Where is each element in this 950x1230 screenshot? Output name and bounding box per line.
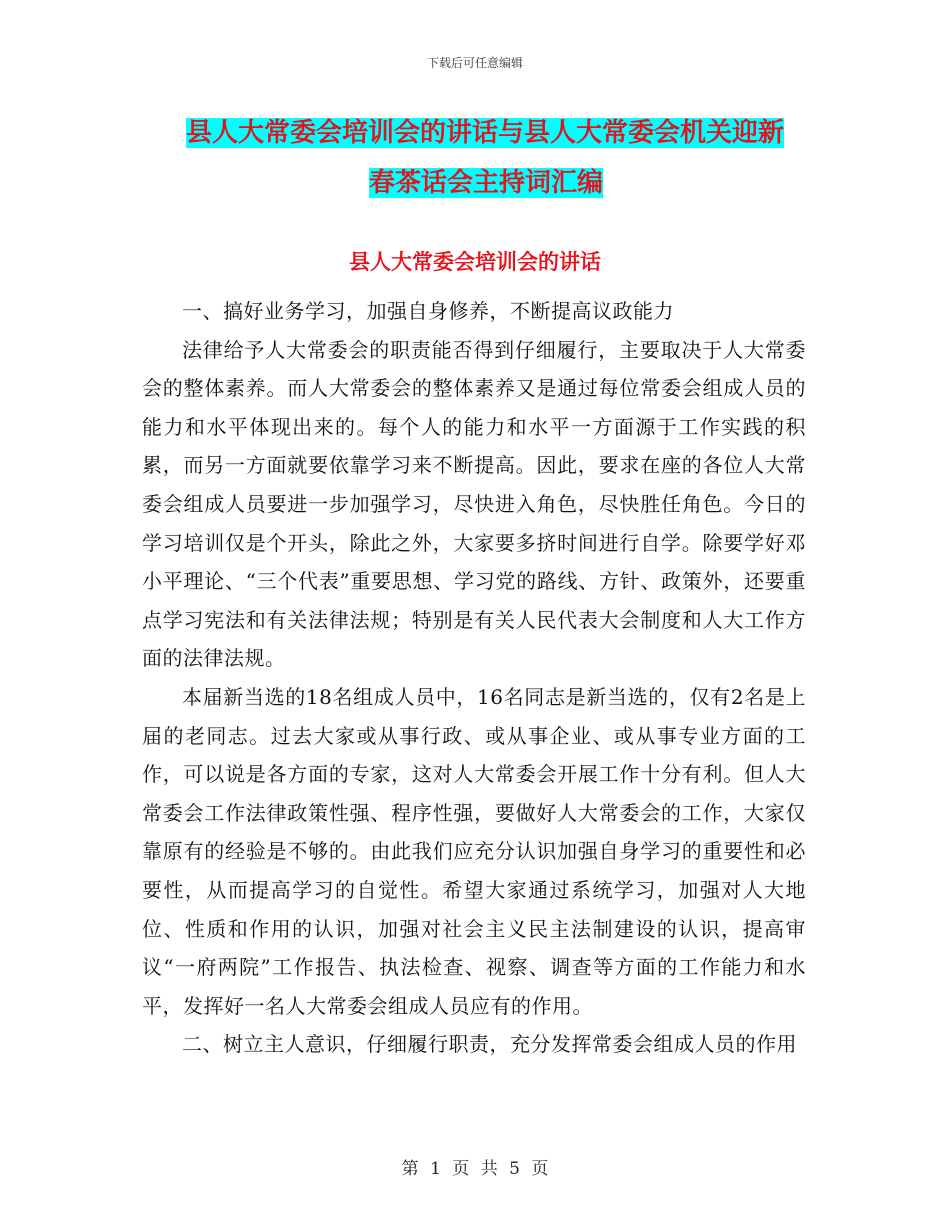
document-title [186, 108, 826, 208]
body-paragraph: 本届新当选的18名组成人员中，16名同志是新当选的，仅有2名是上届的老同志。过去大家或从事行政、或从事企业、或从事专业方面的工作，可以说是各方面的专家，这对人大常委会开展工作十分有利。但人大常委会工作法律政策性强、程序性强，要做好人大常委会的工作，大家仅靠原有的经验是不够的。由此我们应充分认识加强自身学习的重要性和必要性，从而提高学习的自觉性。希望大家通过系统学习，加强对人大地位、性质和作用的认识，加强对社会主义民主法制建设的认识，提高审议“一府两院”工作报告、执法检查、视察、调查等方面的工作能力和水平，发挥好一名人大常委会组成人员应有的作用。 [142, 684, 806, 1018]
page-number: 第 1 页 共 5 页 [401, 1159, 549, 1179]
document-title-line-2: 春茶话会主持词汇编 [368, 168, 603, 198]
section-title: 县人大常委会培训会的讲话 [349, 250, 601, 274]
document-body [142, 292, 806, 1064]
body-paragraph: 二、树立主人意识，仔细履行职责，充分发挥常委会组成人员的作用 [182, 1032, 797, 1057]
header-note: 下载后可任意编辑 [426, 56, 523, 70]
document-title-line-1: 县人大常委会培训会的讲话与县人大常委会机关迎新 [186, 118, 785, 148]
body-paragraph: 法律给予人大常委会的职责能否得到仔细履行，主要取决于人大常委会的整体素养。而人大常委会的整体素养又是通过每位常委会组成人员的能力和水平体现出来的。每个人的能力和水平一方面源于工作实践的积累，而另一方面就要依靠学习来不断提高。因此，要求在座的各位人大常委会组成人员要进一步加强学习，尽快进入角色，尽快胜任角色。今日的学习培训仅是个开头，除此之外，大家要多挤时间进行自学。除要学好邓小平理论、“三个代表”重要思想、学习党的路线、方针、政策外，还要重点学习宪法和有关法律法规；特别是有关人民代表大会制度和人大工作方面的法律法规。 [142, 337, 806, 671]
body-paragraph: 一、搞好业务学习，加强自身修养，不断提高议政能力 [182, 299, 674, 323]
